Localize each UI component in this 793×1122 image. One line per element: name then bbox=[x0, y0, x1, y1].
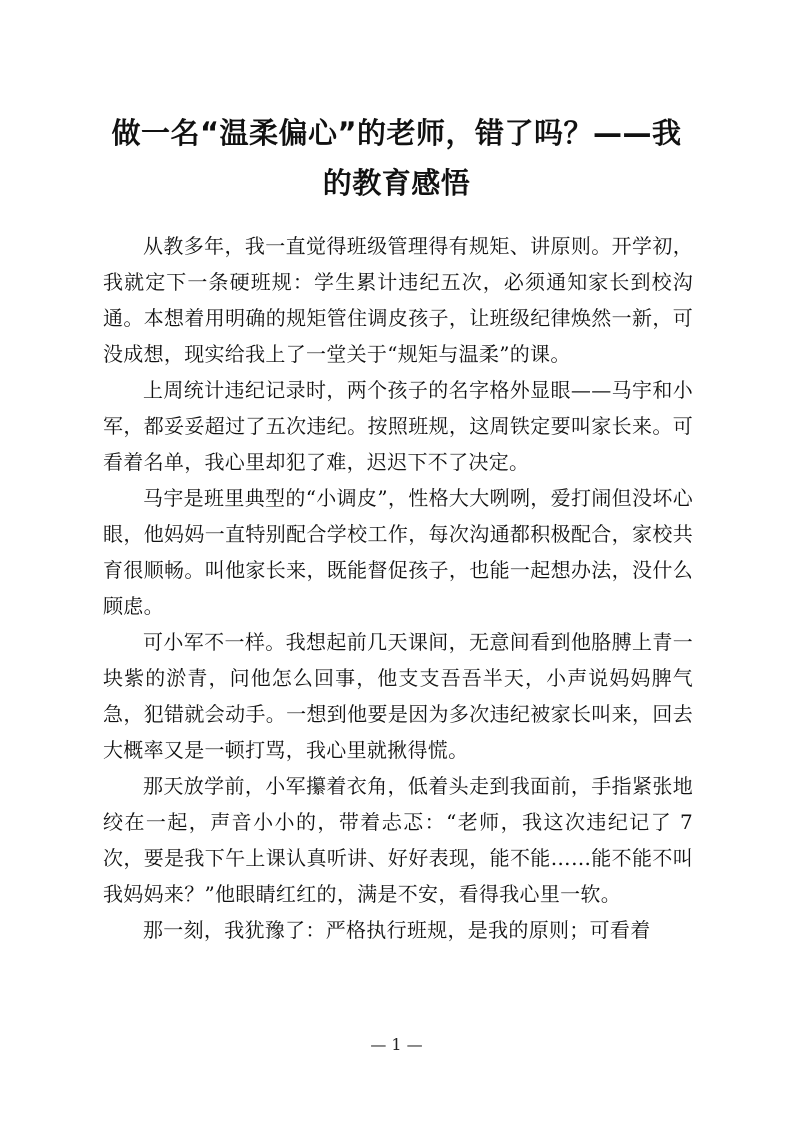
paragraph: 上周统计违纪记录时，两个孩子的名字格外显眼——马宇和小军，都妥妥超过了五次违纪。按照班规，这周铁定要叫家长来。可看着名单，我心里却犯了难，迟迟下不了决定。 bbox=[103, 378, 693, 474]
paragraph: 马宇是班里典型的“小调皮”，性格大大咧咧，爱打闹但没坏心眼，他妈妈一直特别配合学校工作，每次沟通都积极配合，家校共育很顺畅。叫他家长来，既能督促孩子，也能一起想办法，没什么顾虑。 bbox=[103, 486, 693, 618]
paragraph: 那天放学前，小军攥着衣角，低着头走到我面前，手指紧张地绞在一起，声音小小的，带着忐忑：“老师，我这次违纪记了 7 次，要是我下午上课认真听讲、好好表现，能不能……能不能不叫我妈妈来？”他眼睛红红的，满是不安，看得我心里一软。 bbox=[103, 774, 693, 906]
document-title: 做一名“温柔偏心”的老师，错了吗？——我的教育感悟 bbox=[111, 116, 682, 200]
document-body bbox=[103, 228, 693, 948]
page-number: — 1 — bbox=[370, 1035, 423, 1054]
paragraph: 那一刻，我犹豫了：严格执行班规，是我的原则；可看着 bbox=[143, 918, 651, 942]
paragraph: 可小军不一样。我想起前几天课间，无意间看到他胳膊上青一块紫的淤青，问他怎么回事，他支支吾吾半天，小声说妈妈脾气急，犯错就会动手。一想到他要是因为多次违纪被家长叫来，回去大概率又是一顿打骂，我心里就揪得慌。 bbox=[103, 630, 693, 762]
paragraph: 从教多年，我一直觉得班级管理得有规矩、讲原则。开学初，我就定下一条硬班规：学生累计违纪五次，必须通知家长到校沟通。本想着用明确的规矩管住调皮孩子，让班级纪律焕然一新，可没成想，现实给我上了一堂关于“规矩与温柔”的课。 bbox=[103, 234, 693, 366]
